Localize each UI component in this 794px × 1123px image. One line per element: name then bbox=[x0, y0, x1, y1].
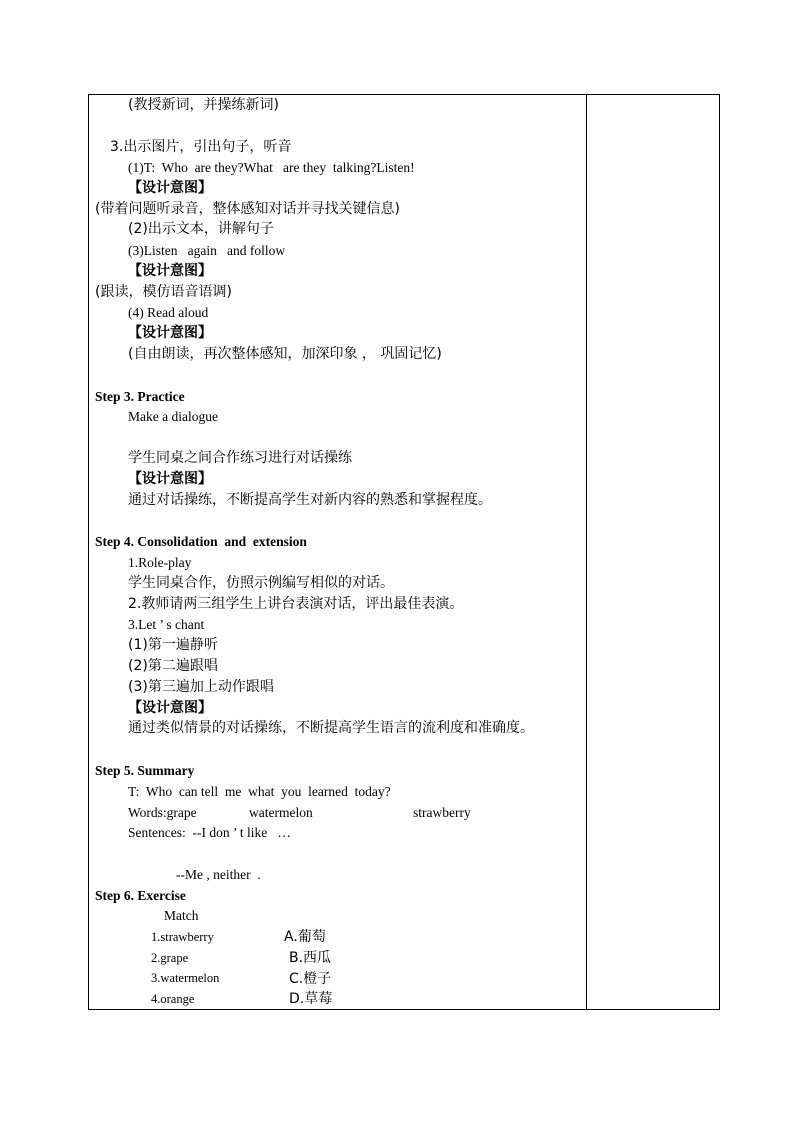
step-5-title: Step 5. Summary bbox=[95, 763, 195, 778]
step-5-word-strawberry: strawberry bbox=[413, 805, 471, 820]
design-label: 【设计意图】 bbox=[128, 325, 212, 341]
match-right-item: B.西瓜 bbox=[289, 950, 332, 966]
match-left-item: 4.orange bbox=[151, 992, 195, 1006]
step-3-description: 学生同桌之间合作练习进行对话操练 bbox=[128, 450, 352, 466]
step-3-make-dialogue: Make a dialogue bbox=[128, 409, 218, 424]
step-4-item-3: 3.Let ’ s chant bbox=[128, 617, 205, 632]
item-3-4: (4) Read aloud bbox=[128, 305, 209, 320]
step-5-words-label: Words:grape bbox=[128, 805, 197, 820]
step-5-question: T: Who can tell me what you learned today? bbox=[128, 784, 391, 799]
design-label: 【设计意图】 bbox=[128, 700, 212, 716]
step-4-item-2: 2.教师请两三组学生上讲台表演对话，评出最佳表演。 bbox=[128, 596, 464, 612]
step-6-title: Step 6. Exercise bbox=[95, 888, 186, 903]
step-4-design-note: 通过类似情景的对话操练，不断提高学生语言的流利度和准确度。 bbox=[128, 720, 534, 736]
step-5-word-watermelon: watermelon bbox=[249, 805, 313, 820]
step-4-role-play: 1.Role-play bbox=[128, 555, 192, 570]
match-right-item: A.葡萄 bbox=[284, 929, 326, 945]
item-3-1: (1)T: Who are they?What are they talking?Listen! bbox=[128, 160, 415, 175]
step-6-match: Match bbox=[164, 908, 199, 923]
item-3-2: (2)出示文本，讲解句子 bbox=[128, 221, 274, 237]
item-3-heading: 3.出示图片，引出句子，听音 bbox=[110, 139, 292, 155]
design-label: 【设计意图】 bbox=[128, 180, 212, 196]
teach-new-words-note: (教授新词，并操练新词) bbox=[128, 97, 279, 113]
table-column-divider bbox=[586, 94, 587, 1010]
step-4-role-play-desc: 学生同桌合作，仿照示例编写相似的对话。 bbox=[128, 575, 394, 591]
step-3-title: Step 3. Practice bbox=[95, 389, 185, 404]
step-5-neither: --Me , neither . bbox=[176, 867, 261, 882]
item-3-3: (3)Listen again and follow bbox=[128, 243, 286, 258]
match-left-item: 1.strawberry bbox=[151, 930, 214, 944]
step-4-chant-3: (3)第三遍加上动作跟唱 bbox=[128, 679, 274, 695]
match-right-item: D.草莓 bbox=[289, 991, 333, 1007]
design-label: 【设计意图】 bbox=[128, 471, 212, 487]
step-4-title: Step 4. Consolidation and extension bbox=[95, 534, 307, 549]
match-left-item: 3.watermelon bbox=[151, 971, 220, 985]
design-note-1: (带着问题听录音，整体感知对话并寻找关键信息) bbox=[95, 201, 400, 217]
step-3-design-note: 通过对话操练，不断提高学生对新内容的熟悉和掌握程度。 bbox=[128, 492, 492, 508]
step-4-chant-2: (2)第二遍跟唱 bbox=[128, 658, 218, 674]
design-note-3: (自由朗读，再次整体感知，加深印象 ， 巩固记忆) bbox=[128, 346, 442, 362]
match-left-item: 2.grape bbox=[151, 951, 189, 965]
match-right-item: C.橙子 bbox=[289, 971, 332, 987]
design-label: 【设计意图】 bbox=[128, 263, 212, 279]
design-note-2: (跟读，模仿语音语调) bbox=[95, 284, 232, 300]
step-5-sentences: Sentences: --I don ’ t like … bbox=[128, 825, 291, 840]
step-4-chant-1: (1)第一遍静听 bbox=[128, 637, 218, 653]
